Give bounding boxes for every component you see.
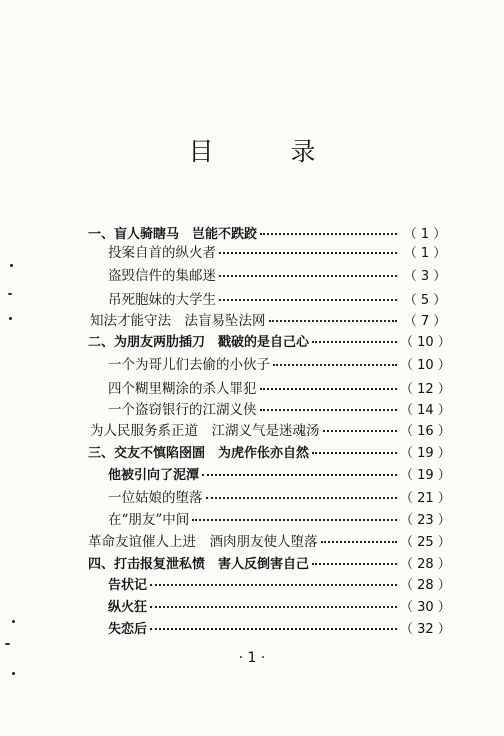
toc-leader-dots (269, 320, 398, 322)
toc-entry-title: 他被引向了泥潭 (108, 467, 200, 483)
toc-leader-dots (260, 388, 398, 390)
toc-leader-dots (273, 364, 397, 366)
toc-entry-title: 投案自首的纵火者 (108, 245, 216, 261)
toc-entry (90, 309, 450, 329)
toc-leader-dots (312, 341, 397, 343)
toc-entry-page: （ 28 ） (400, 577, 451, 593)
toc-leader-dots (219, 252, 397, 254)
scan-speck (9, 317, 12, 320)
page-number: · 1 · (238, 650, 266, 666)
toc-entry (108, 241, 450, 261)
toc-entry (108, 617, 450, 637)
toc-entry-title: 在“朋友”中间 (108, 512, 190, 528)
toc-entry (108, 595, 450, 615)
toc-entry (108, 377, 450, 397)
toc-leader-dots (323, 430, 398, 432)
toc-entry-page: （ 16 ） (400, 423, 451, 439)
toc-entry-page: （ 19 ） (400, 467, 451, 483)
toc-entry-page: （ 21 ） (400, 490, 451, 506)
toc-entry (88, 552, 450, 572)
toc-entry-page: （ 3 ） (403, 268, 447, 284)
toc-entry-page: （ 10 ） (400, 334, 451, 350)
toc-leader-dots (260, 409, 398, 411)
toc-entry-title: 一、盲人骑瞎马 岂能不跌跤 (88, 226, 258, 242)
toc-leader-dots (202, 474, 397, 476)
scan-speck (8, 293, 12, 295)
toc-entry (108, 353, 450, 373)
toc-entry-title: 二、为朋友两肋插刀 戳破的是自己心 (88, 334, 310, 350)
toc-entry-page: （ 30 ） (400, 599, 451, 615)
toc-entry (108, 508, 450, 528)
toc-entry (108, 264, 450, 284)
toc-leader-dots (312, 563, 397, 565)
toc-entry-page: （ 32 ） (400, 621, 451, 637)
toc-entry-page: （ 12 ） (400, 381, 451, 397)
toc-entry-title: 告状记 (108, 577, 148, 593)
scan-speck (5, 643, 10, 645)
toc-entry (108, 486, 450, 506)
toc-entry-title: 盗毁信件的集邮迷 (108, 268, 216, 284)
toc-entry-title: 一个为哥儿们去偷的小伙子 (108, 357, 270, 373)
toc-entry-title: 失恋后 (108, 621, 148, 637)
scan-speck (10, 264, 13, 267)
toc-entry-title: 一位姑娘的堕落 (108, 490, 203, 506)
toc-entry (88, 441, 450, 461)
toc-entry-title: 纵火狂 (108, 599, 148, 615)
toc-entry-page: （ 5 ） (403, 292, 447, 308)
toc-entry-page: （ 7 ） (403, 313, 447, 329)
toc-leader-dots (192, 519, 397, 521)
toc-entry-title: 为人民服务系正道 江湖义气是迷魂汤 (90, 423, 320, 439)
toc-entry-title: 三、交友不慎陷囹圄 为虎作伥亦自然 (88, 445, 310, 461)
toc-leader-dots (219, 299, 397, 301)
toc-entry-page: （ 25 ） (400, 534, 451, 550)
toc-entry-page: （ 19 ） (400, 445, 451, 461)
page-title: 目 录 (188, 137, 342, 166)
scan-speck (12, 672, 15, 675)
toc-entry-page: （ 1 ） (403, 245, 447, 261)
toc-entry-page: （ 10 ） (400, 357, 451, 373)
toc-leader-dots (219, 275, 397, 277)
toc-entry-page: （ 28 ） (400, 556, 451, 572)
toc-entry-title: 革命友谊催人上进 酒肉朋友使人堕落 (88, 534, 318, 550)
toc-entry (108, 463, 450, 483)
toc-leader-dots (206, 497, 398, 499)
toc-entry-page: （ 14 ） (400, 402, 451, 418)
toc-entry (88, 330, 450, 350)
toc-entry-title: 知法才能守法 法盲易坠法网 (90, 313, 266, 329)
toc-leader-dots (150, 628, 397, 630)
toc-entry-title: 四、打击报复泄私愤 害人反倒害自己 (88, 556, 310, 572)
toc-leader-dots (321, 541, 398, 543)
toc-entry-title: 一个盗窃银行的江湖义侠 (108, 402, 257, 418)
toc-leader-dots (260, 233, 397, 235)
toc-leader-dots (312, 452, 397, 454)
toc-leader-dots (150, 584, 397, 586)
toc-entry (108, 398, 450, 418)
toc-entry-page: （ 1 ） (403, 226, 447, 242)
toc-entry (90, 419, 450, 439)
toc-entry (108, 288, 450, 308)
scan-speck (12, 620, 15, 623)
toc-entry-title: 四个糊里糊涂的杀人罪犯 (108, 381, 257, 397)
toc-leader-dots (150, 606, 397, 608)
toc-entry (108, 573, 450, 593)
toc-entry (88, 530, 450, 550)
toc-entry (88, 222, 450, 242)
toc-entry-title: 吊死胞妹的大学生 (108, 292, 216, 308)
toc-entry-page: （ 23 ） (400, 512, 451, 528)
